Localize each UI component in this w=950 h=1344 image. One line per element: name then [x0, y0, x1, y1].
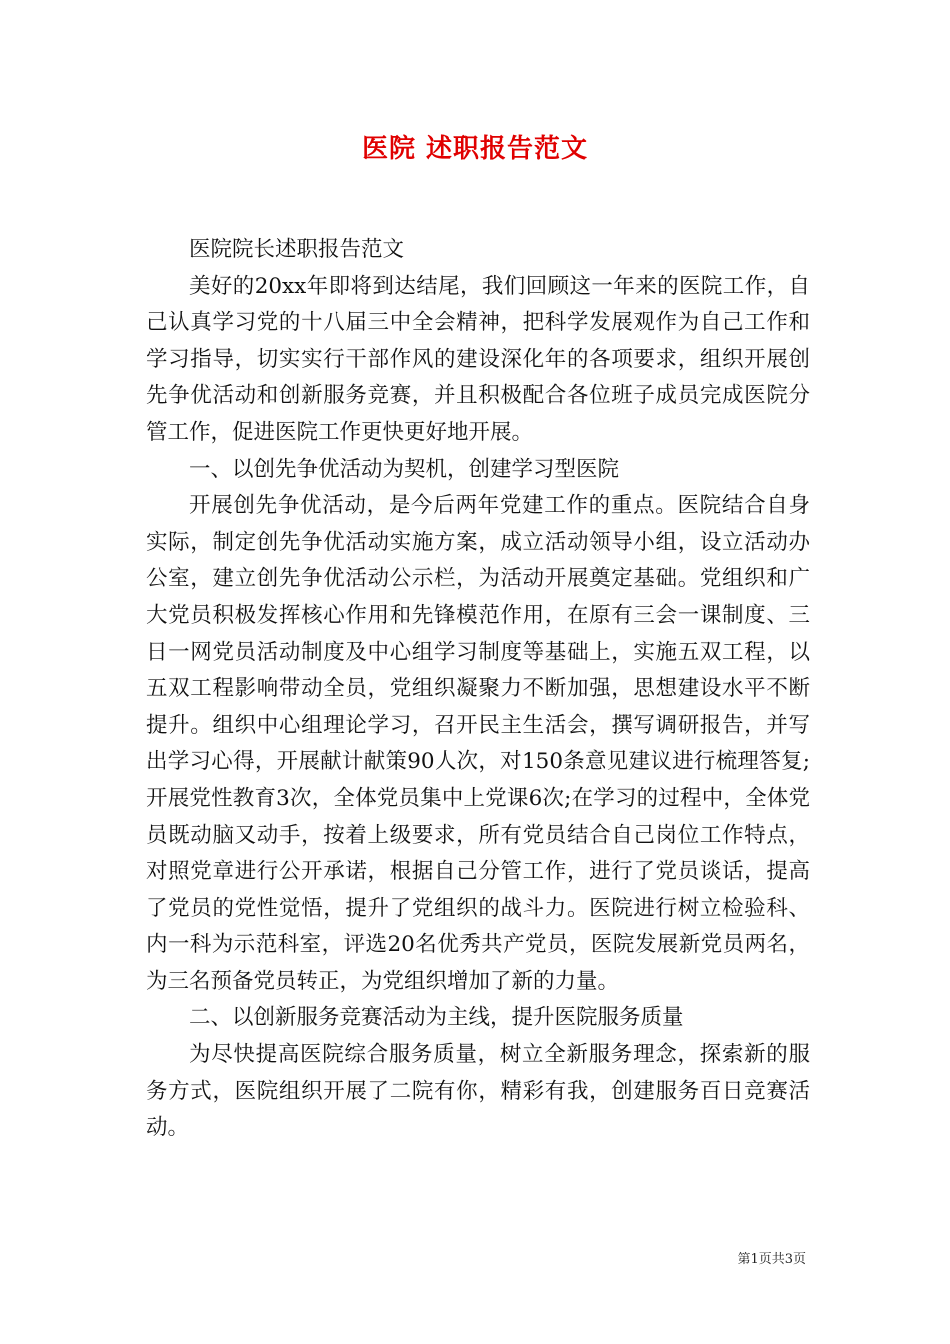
page-number: 第1页共3页 [737, 1252, 806, 1267]
document-subtitle: 医院院长述职报告范文 [189, 237, 405, 262]
section-heading-2: 二、以创新服务竞赛活动为主线，提升医院服务质量 [189, 1005, 684, 1031]
document-body [146, 232, 810, 1147]
document-title: 医院 述职报告范文 [361, 134, 589, 164]
paragraph-section-1: 开展创先争优活动，是今后两年党建工作的重点。医院结合自身实际，制定创先争优活动实施方案，成立活动领导小组，设立活动办公室，建立创先争优活动公示栏，为活动开展奠定基础。党组织和广大党员积极发挥核心作用和先锋模范作用，在原有三会一课制度、三日一网党员活动制度及中心组学习制度等基础上，实施五双工程，以五双工程影响带动全员，党组织凝聚力不断加强，思想建设水平不断提升。组织中心组理论学习，召开民主生活会，撰写调研报告，并写出学习心得，开展献计献策90人次，对150条意见建议进行梳理答复;开展党性教育3次，全体党员集中上党课6次;在学习的过程中，全体党员既动脑又动手，按着上级要求，所有党员结合自己岗位工作特点，对照党章进行公开承诺，根据自己分管工作，进行了党员谈话，提高了党员的党性觉悟，提升了党组织的战斗力。医院进行树立检验科、内一科为示范科室，评选20名优秀共产党员，医院发展新党员两名，为三名预备党员转正，为党组织增加了新的力量。 [146, 493, 810, 994]
paragraph-intro: 美好的20xx年即将到达结尾，我们回顾这一年来的医院工作，自己认真学习党的十八届三中全会精神，把科学发展观作为自己工作和学习指导，切实实行干部作风的建设深化年的各项要求，组织开展创先争优活动和创新服务竞赛，并且积极配合各位班子成员完成医院分管工作，促进医院工作更快更好地开展。 [146, 273, 810, 445]
paragraph-section-2: 为尽快提高医院综合服务质量，树立全新服务理念，探索新的服务方式，医院组织开展了二院有你，精彩有我，创建服务百日竞赛活动。 [146, 1042, 810, 1141]
section-heading-1: 一、以创先争优活动为契机，创建学习型医院 [189, 456, 620, 482]
